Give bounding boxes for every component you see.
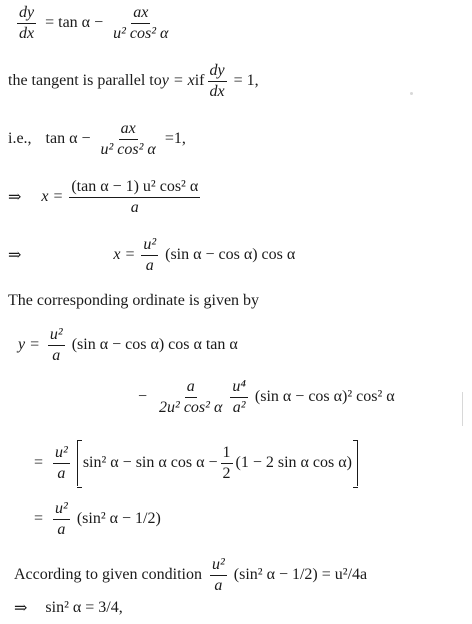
equation-lhs: x = xyxy=(41,188,64,206)
bracket-content-a: sin² α − sin α cos α − xyxy=(82,454,218,471)
text-given-condition xyxy=(14,556,367,594)
minus-sign: − xyxy=(138,388,148,406)
equation-middle: = tan α − xyxy=(45,14,104,32)
text-segment: The corresponding ordinate is given by xyxy=(8,292,260,309)
fraction-u2-a xyxy=(53,444,70,482)
equation-x-solved xyxy=(8,178,203,216)
equation-rest: (sin α − cos α)² cos² α xyxy=(254,388,395,406)
equation-rest: (sin α − cos α) cos α tan α xyxy=(71,336,238,354)
fraction-denominator: a xyxy=(130,198,139,216)
text-segment-italic: y = x xyxy=(161,72,195,90)
equation-y xyxy=(18,326,238,364)
fraction-numerator: u² xyxy=(53,500,70,520)
scan-line-mark xyxy=(462,392,463,426)
text-ie: i.e., xyxy=(8,130,32,148)
fraction-numerator: u² xyxy=(48,326,65,346)
fraction-u2-a xyxy=(141,236,158,274)
equation-tail: =1, xyxy=(164,130,186,148)
fraction-numerator: (tan α − 1) u² cos² α xyxy=(69,178,200,198)
bracket-content-b: (1 − 2 sin α cos α) xyxy=(235,454,352,471)
fraction-half xyxy=(221,444,233,482)
text-segment: the tangent is parallel to xyxy=(8,72,162,90)
fraction-numerator: 1 xyxy=(221,444,233,464)
square-bracket-group xyxy=(77,440,358,486)
text-segment: if xyxy=(194,72,205,90)
fraction-denominator: a xyxy=(57,464,66,482)
equals-sign: = xyxy=(34,454,44,471)
equation-x-simplified xyxy=(8,236,295,274)
fraction-numerator: dy xyxy=(208,62,227,82)
equation-final xyxy=(14,598,123,618)
fraction-x xyxy=(69,178,200,216)
equation-rest: sin² α = 3/4, xyxy=(45,599,123,616)
fraction-numerator: ax xyxy=(119,120,138,140)
scan-speck xyxy=(410,92,413,95)
equation-derivative xyxy=(14,4,173,42)
equation-ie xyxy=(8,120,186,158)
equation-rest: (sin² α − 1/2) = u²/4a xyxy=(233,566,368,584)
fraction-numerator: a xyxy=(185,378,197,398)
fraction-denominator: u² cos² α xyxy=(113,24,169,42)
fraction-denominator: dx xyxy=(19,24,35,42)
text-tangent-parallel xyxy=(8,62,259,100)
fraction-u2-a xyxy=(48,326,65,364)
fraction-denominator: 2u² cos² α xyxy=(159,398,223,416)
fraction-denominator: a xyxy=(214,576,223,594)
equation-expr: tan α − xyxy=(45,130,91,148)
fraction-numerator: u⁴ xyxy=(230,378,248,398)
implies-arrow: ⇒ xyxy=(8,189,22,207)
equation-rest: (sin α − cos α) cos α xyxy=(165,246,296,264)
fraction-numerator: ax xyxy=(131,4,150,24)
equation-y-continued xyxy=(138,378,395,416)
fraction-denominator: a² xyxy=(232,398,246,416)
fraction-u4-a2 xyxy=(230,378,248,416)
fraction-numerator: u² xyxy=(53,444,70,464)
fraction-a-2u2 xyxy=(157,378,224,416)
fraction-denominator: u² cos² α xyxy=(100,140,156,158)
equals-sign: = xyxy=(34,510,44,528)
equation-lhs: x = xyxy=(113,246,136,264)
fraction-ax xyxy=(99,120,158,158)
fraction-numerator: u² xyxy=(210,556,227,576)
fraction-u2-a xyxy=(210,556,227,594)
text-ordinate xyxy=(8,292,259,310)
implies-arrow: ⇒ xyxy=(14,600,28,617)
fraction-denominator: a xyxy=(57,520,66,538)
fraction-numerator: u² xyxy=(141,236,158,256)
fraction-denominator: a xyxy=(145,256,154,274)
equation-rest: (sin² α − 1/2) xyxy=(76,510,161,528)
implies-arrow: ⇒ xyxy=(8,247,22,265)
fraction-dy-dx xyxy=(17,4,36,42)
text-segment: = 1, xyxy=(233,72,259,90)
fraction-denominator: a xyxy=(52,346,61,364)
text-segment: According to given condition xyxy=(14,566,202,584)
fraction-numerator: dy xyxy=(17,4,36,24)
fraction-u2-a xyxy=(53,500,70,538)
fraction-denominator: dx xyxy=(209,82,225,100)
equation-lhs: y = xyxy=(18,336,40,354)
fraction-denominator: 2 xyxy=(222,464,231,482)
fraction-ax xyxy=(111,4,170,42)
equation-bracketed xyxy=(34,440,358,486)
equation-simplified xyxy=(34,500,161,538)
fraction-dy-dx xyxy=(208,62,227,100)
